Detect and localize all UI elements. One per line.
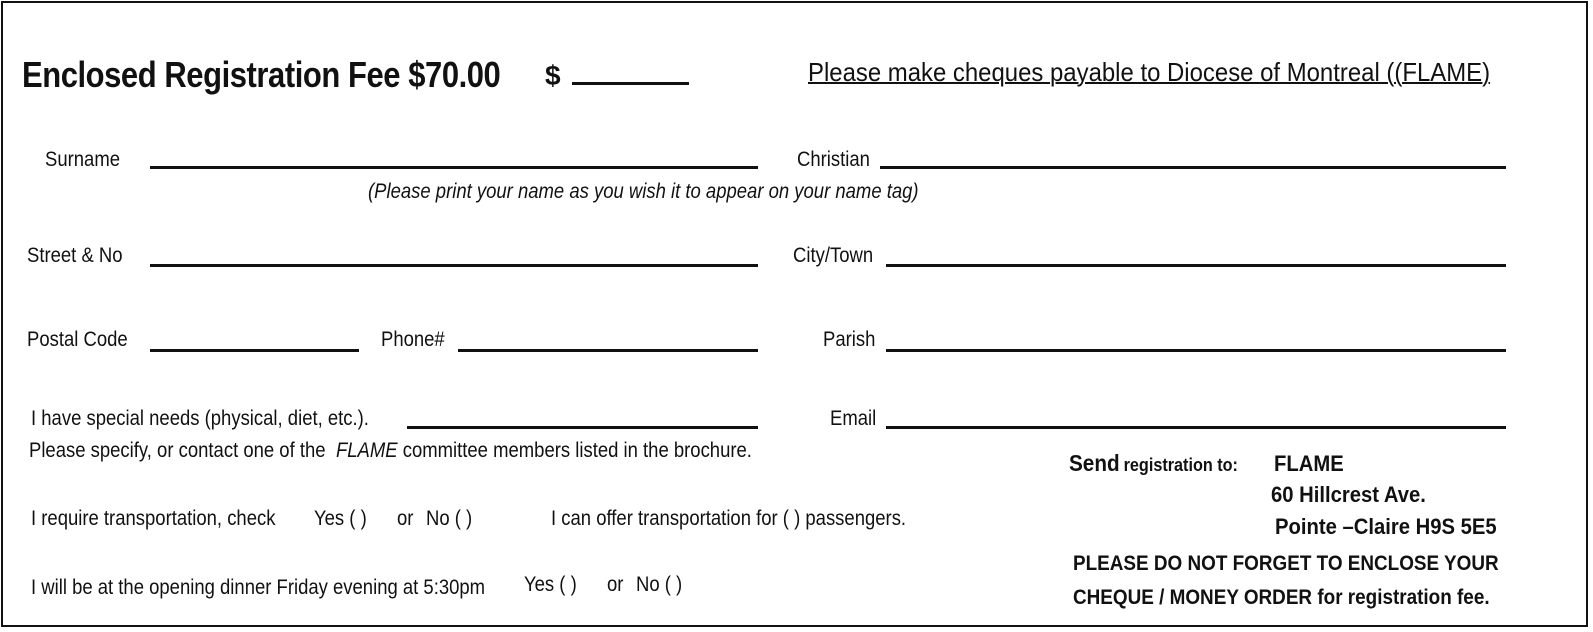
fee-amount-blank[interactable] [572,82,689,85]
dinner-label: I will be at the opening dinner Friday evening at 5:30pm [31,576,486,599]
specify-note-flame: FLAME [335,439,398,462]
address-organization: FLAME [1274,451,1344,476]
specify-note [29,439,752,463]
dinner-yes-checkbox[interactable]: Yes ( ) [524,573,577,596]
send-registration-label [1069,450,1238,477]
specify-note-start: Please specify, or contact one of the [29,439,326,462]
dinner-or-text: or [607,573,624,596]
specify-note-end: committee members listed in the brochure. [402,439,752,462]
transport-require-label: I require transportation, check [31,507,276,530]
phone-label: Phone# [381,328,445,351]
surname-label: Surname [45,148,120,171]
postal-code-label: Postal Code [27,328,128,351]
reminder-fee-text: for registration fee. [1317,586,1490,609]
send-word: Send [1069,450,1120,476]
email-label: Email [830,407,877,430]
reminder-line-2 [1073,586,1490,610]
street-field[interactable] [150,264,758,267]
cheque-payable-note: Please make cheques payable to Diocese of Montreal ((FLAME) [808,57,1491,87]
christian-name-label: Christian [797,148,870,171]
transport-yes-checkbox[interactable]: Yes ( ) [314,507,367,530]
registration-fee-label: Enclosed Registration Fee $70.00 [22,54,501,95]
name-tag-note: (Please print your name as you wish it to appear on your name tag) [368,180,919,203]
phone-field[interactable] [458,349,758,352]
transport-offer-field[interactable]: I can offer transportation for ( ) passengers. [551,507,907,530]
parish-label: Parish [823,328,876,351]
street-label: Street & No [27,244,123,267]
dollar-sign: $ [545,60,561,91]
postal-code-field[interactable] [150,349,359,352]
surname-field[interactable] [150,166,758,169]
city-label: City/Town [793,244,874,267]
special-needs-field[interactable] [407,426,758,429]
email-field[interactable] [886,426,1506,429]
christian-name-field[interactable] [880,166,1506,169]
reminder-cheque-text: CHEQUE / MONEY ORDER [1073,586,1313,609]
address-street: 60 Hillcrest Ave. [1271,482,1426,507]
registration-to-text: registration to: [1123,455,1238,475]
city-field[interactable] [886,264,1506,267]
dinner-no-checkbox[interactable]: No ( ) [636,573,683,596]
special-needs-label: I have special needs (physical, diet, etc.). [31,407,369,430]
reminder-line-1: PLEASE DO NOT FORGET TO ENCLOSE YOUR [1073,552,1499,575]
parish-field[interactable] [886,349,1506,352]
address-city: Pointe –Claire H9S 5E5 [1275,514,1497,539]
transport-or-text: or [397,507,414,530]
transport-no-checkbox[interactable]: No ( ) [426,507,473,530]
